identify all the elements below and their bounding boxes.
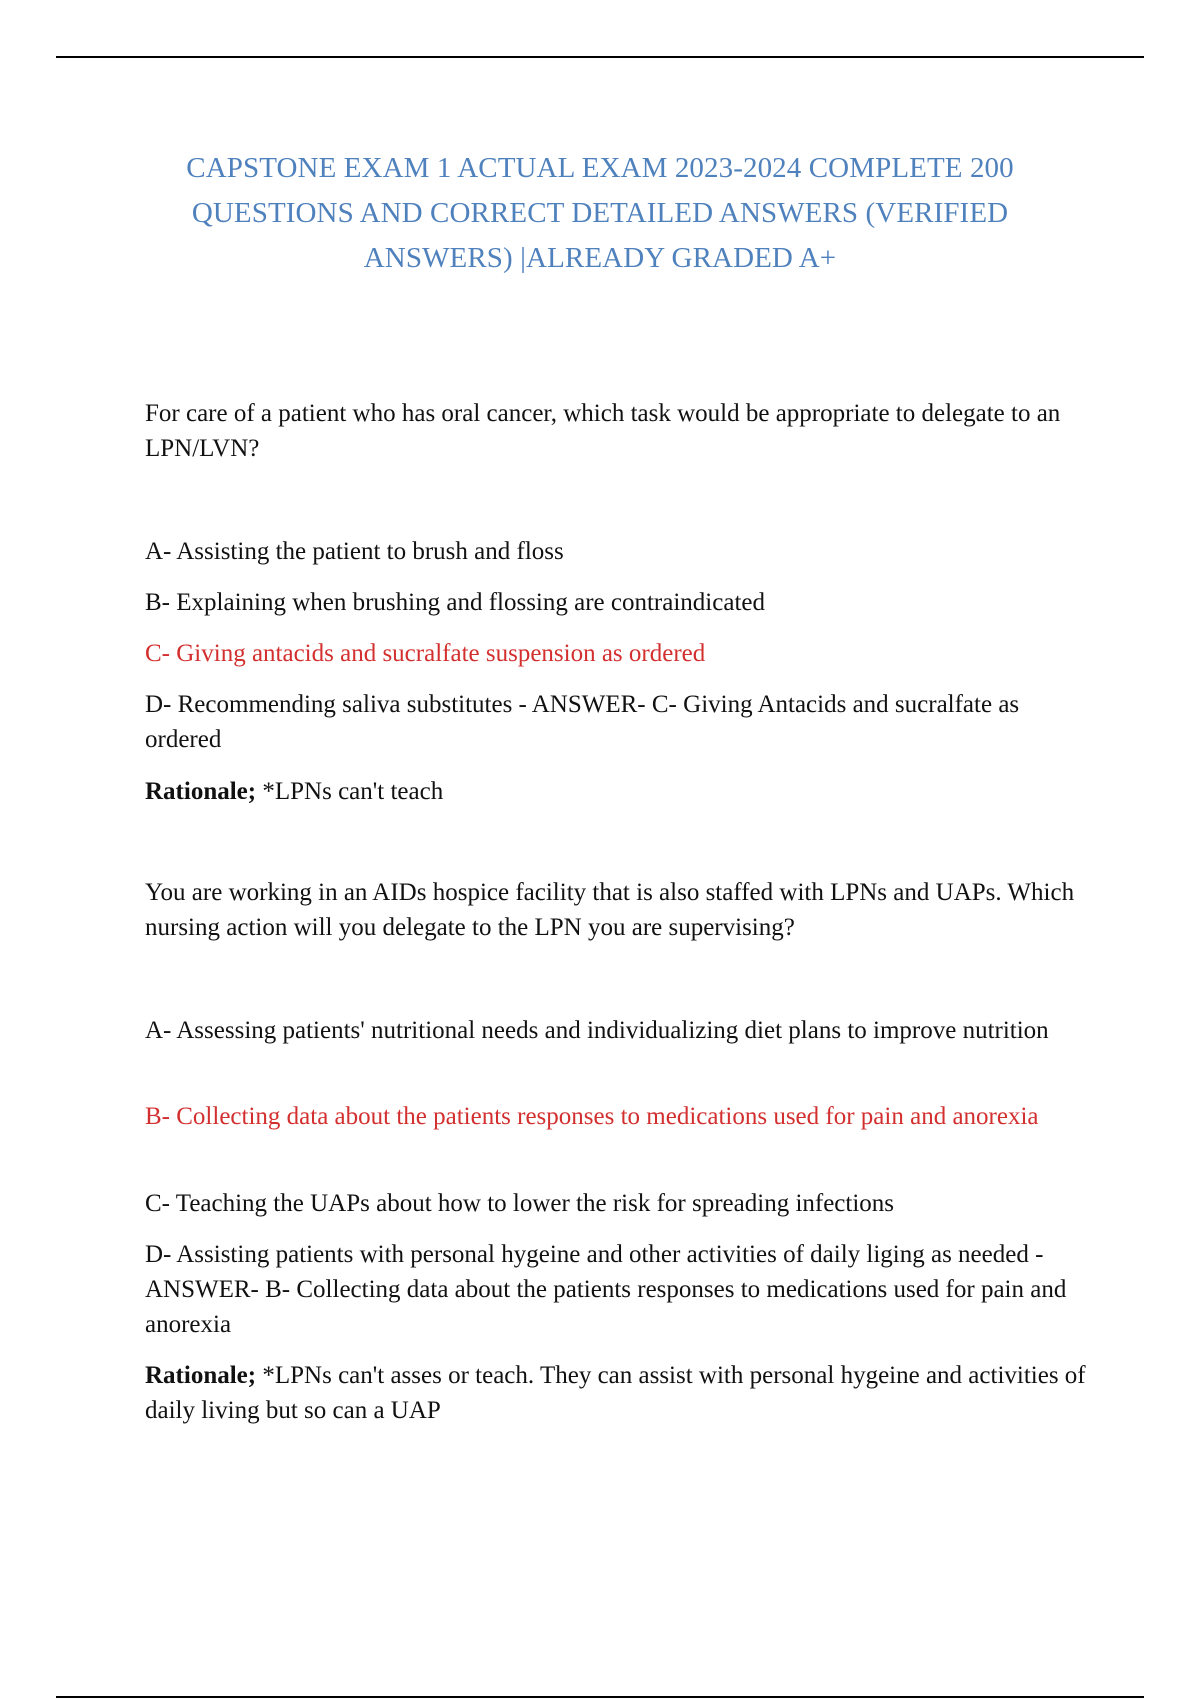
question-2-prompt: You are working in an AIDs hospice facility that is also staffed with LPNs and UAPs. Which nursing action will you delegate to the LPN you are supervising? xyxy=(145,879,1075,941)
question-1-prompt: For care of a patient who has oral cancer, which task would be appropriate to delegate to an LPN/LVN? xyxy=(145,400,1061,462)
rationale-text: *LPNs can't asses or teach. They can assist with personal hygeine and activities of daily living but so can a UAP xyxy=(145,1362,1086,1424)
question-2-option-b-correct: B- Collecting data about the patients responses to medications used for pain and anorexia xyxy=(145,1103,1039,1130)
question-2-option-d: D- Assisting patients with personal hygeine and other activities of daily liging as needed - ANSWER- B- Collecting data about the patients responses to medications used for pain and anorexia xyxy=(145,1241,1067,1338)
question-2-option-a: A- Assessing patients' nutritional needs and individualizing diet plans to improve nutrition xyxy=(145,1017,1049,1044)
bottom-rule xyxy=(56,1696,1144,1698)
question-1-option-c-correct: C- Giving antacids and sucralfate suspension as ordered xyxy=(145,640,706,667)
question-2-rationale xyxy=(145,1358,1095,1428)
question-1-option-a: A- Assisting the patient to brush and floss xyxy=(145,538,564,565)
document-title: CAPSTONE EXAM 1 ACTUAL EXAM 2023-2024 COMPLETE 200 QUESTIONS AND CORRECT DETAILED ANSWERS (VERIFIED ANSWERS) |ALREADY GRADED A+ xyxy=(186,152,1014,274)
rationale-label: Rationale; xyxy=(145,778,257,805)
top-rule xyxy=(56,56,1144,58)
question-1-option-d: D- Recommending saliva substitutes - ANSWER- C- Giving Antacids and sucralfate as ordered xyxy=(145,691,1020,753)
question-2-option-c: C- Teaching the UAPs about how to lower the risk for spreading infections xyxy=(145,1190,895,1217)
question-1-rationale xyxy=(145,774,1095,809)
rationale-label: Rationale; xyxy=(145,1362,257,1389)
question-1-option-b: B- Explaining when brushing and flossing are contraindicated xyxy=(145,589,765,616)
rationale-text: *LPNs can't teach xyxy=(256,778,444,805)
